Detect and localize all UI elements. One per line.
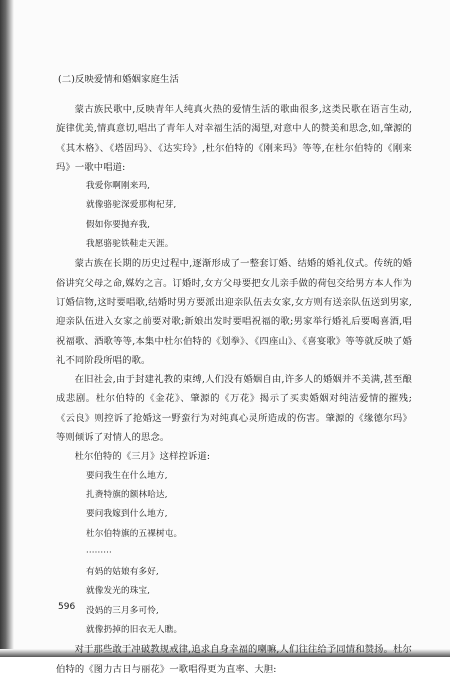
poem-ellipsis: ········· — [86, 547, 112, 558]
paragraph-5: 对于那些敢于冲破教规戒律,追求自身幸福的喇嘛,人们往往给予同情和赞扬。杜尔伯特的《图力古日与丽花》一歌唱得更为直率、大胆: — [56, 644, 412, 675]
scan-shadow-left — [0, 0, 14, 657]
section-heading: (二)反映爱情和婚姻家庭生活 — [58, 74, 179, 85]
poem-line: 我爱你啊刚来玛, — [86, 181, 151, 192]
poem-line: 杜尔伯特旗的五裸树屯。 — [86, 528, 183, 539]
poem-line: 有妈的姑娘有多好, — [86, 567, 159, 578]
poem-line: 就像扔掉的旧衣无人瞧。 — [86, 625, 183, 636]
poem-line: 没妈的三月多可怜, — [86, 605, 159, 616]
paragraph-3: 在旧社会,由于封建礼教的束缚,人们没有婚姻自由,许多人的婚姻并不美满,甚至酿成悲剧。杜尔伯特的《金花》、肇源的《万花》揭示了买卖婚姻对纯洁爱情的摧残;《云良》则控诉了抢婚这一野蛮行为对纯真心灵所造成的伤害。肇源的《缘德尔玛》等则倾诉了对情人的思念。 — [56, 374, 412, 444]
poem-line: 就像发光的珠宝, — [86, 586, 151, 597]
paragraph-4: 杜尔伯特的《三月》这样控诉道: — [74, 451, 211, 463]
poem-line: 要问我生在什么地方, — [86, 470, 168, 481]
paragraph-2: 蒙古族在长期的历史过程中,逐渐形成了一整套订婚、结婚的婚礼仪式。传统的婚俗讲究父母之命,媒妁之言。订婚时,女方父母要把女儿亲手做的荷包交给男方本人作为订婚信物,这时要唱歌,结婚时男方要派出迎亲队伍去女家,女方则有送亲队伍送到男家,迎亲队伍进入女家之前要对歌;新娘出发时要唱祝福的歌;男家举行婚礼后要喝喜酒,唱祝福歌、酒歌等等,本集中杜尔伯特的《划拳》、《四座山》、《喜宴歌》等等就反映了婚礼不同阶段所唱的歌。 — [56, 258, 412, 366]
poem-line: 假如你要抛弃我, — [86, 219, 151, 230]
poem-line: 我愿骆驼铁鞋走天涯。 — [86, 239, 174, 250]
poem-line: 就像骆驼深爱那枸杞芽, — [86, 200, 177, 211]
poem-3 — [56, 563, 412, 640]
poem-line: 要问我嫁到什么地方, — [86, 509, 168, 520]
page-content — [56, 70, 412, 679]
poem-line: 扎赉特旗的额林哈达, — [86, 489, 168, 500]
poem-2 — [56, 467, 412, 563]
paragraph-1: 蒙古族民歌中,反映青年人纯真火热的爱情生活的歌曲很多,这类民歌在语言生动,旋律优美,情真意切,唱出了青年人对幸福生活的渴望,对意中人的赞美和思念,如,肇源的《其木格》、《塔固玛》、《达实玲》,杜尔伯特的《刚来玛》等等,在杜尔伯特的《刚来玛》一歌中唱道: — [56, 104, 412, 173]
page-number: 596 — [58, 602, 76, 612]
poem-1 — [56, 177, 412, 254]
